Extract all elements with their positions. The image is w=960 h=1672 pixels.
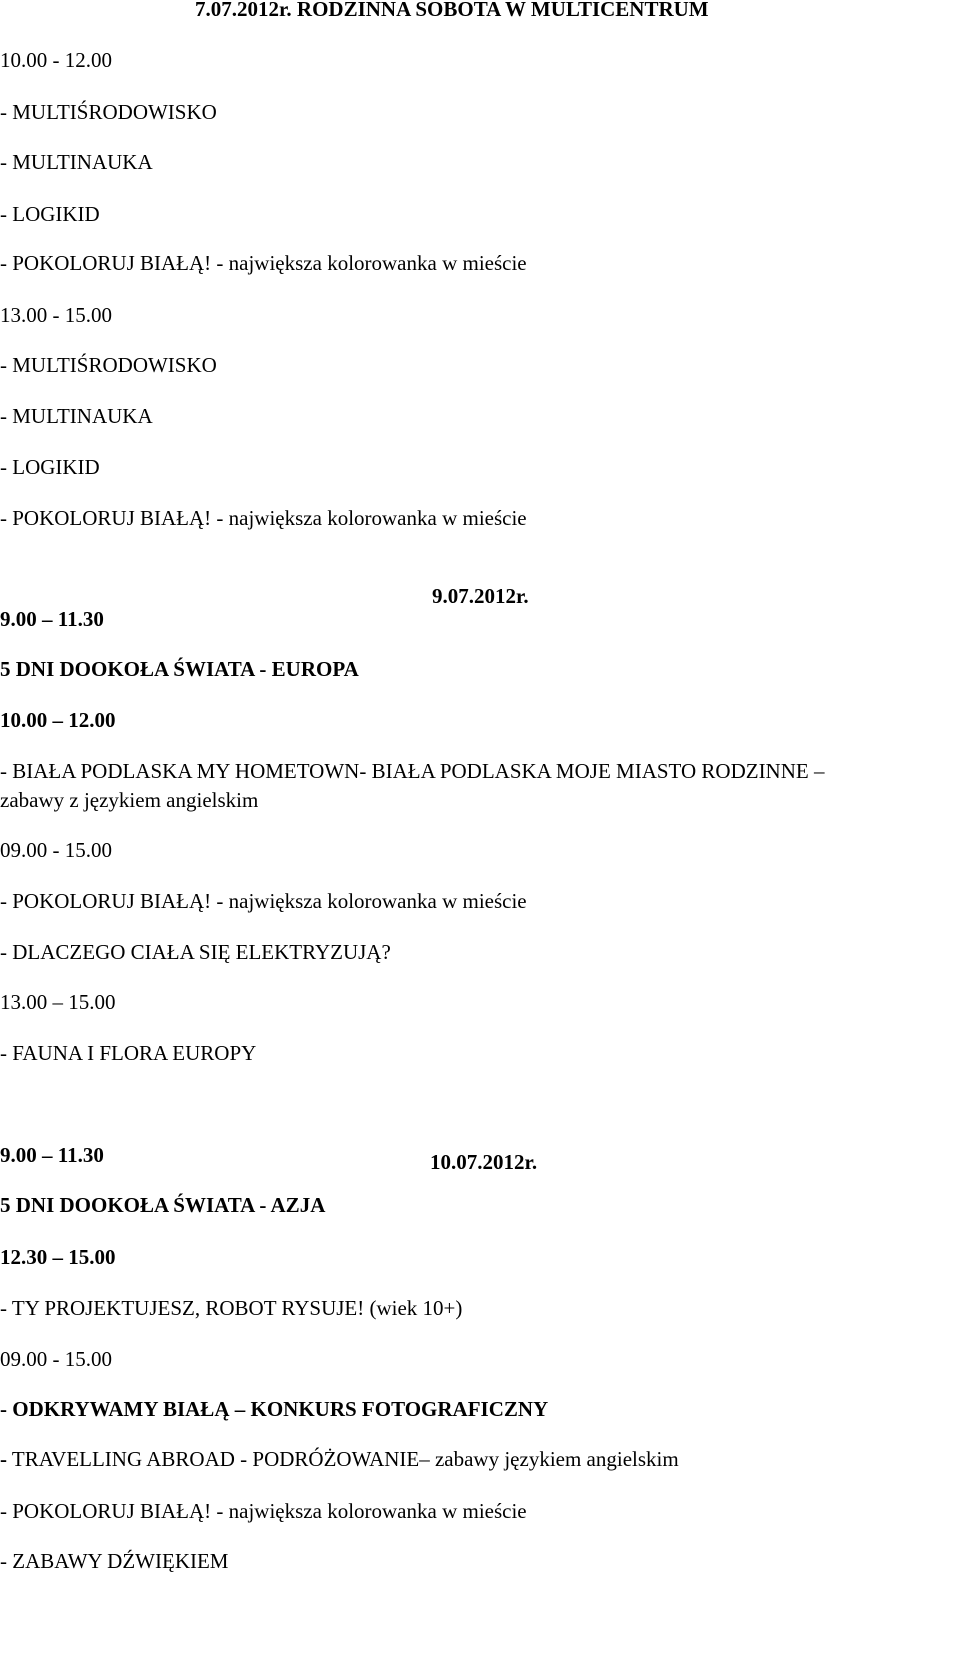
title-date: 7.07.2012r. <box>195 0 292 21</box>
list-item: - TY PROJEKTUJESZ, ROBOT RYSUJE! (wiek 10+) <box>0 1296 463 1320</box>
time-slot: 13.00 - 15.00 <box>0 303 112 327</box>
list-item: - MULTIŚRODOWISKO <box>0 100 217 124</box>
list-item: - ODKRYWAMY BIAŁĄ – KONKURS FOTOGRAFICZNY <box>0 1397 549 1421</box>
time-slot: 10.00 - 12.00 <box>0 48 112 72</box>
time-slot: 09.00 - 15.00 <box>0 838 112 862</box>
time-slot: 9.00 – 11.30 <box>0 1143 104 1167</box>
title-text: RODZINNA SOBOTA W MULTICENTRUM <box>296 0 709 21</box>
list-item: - FAUNA I FLORA EUROPY <box>0 1041 257 1065</box>
list-item <box>0 1447 679 1471</box>
list-item: - POKOLORUJ BIAŁĄ! - największa kolorowanka w mieście <box>0 1499 527 1523</box>
list-item: - MULTINAUKA <box>0 404 153 428</box>
section-title: 5 DNI DOOKOŁA ŚWIATA - AZJA <box>0 1193 326 1217</box>
list-item-text: TRAVELLING ABROAD - PODRÓŻOWANIE– zabawy językiem angielskim <box>7 1447 679 1471</box>
time-slot: 12.30 – 15.00 <box>0 1245 116 1269</box>
time-slot: 10.00 – 12.00 <box>0 708 116 732</box>
date-heading: 10.07.2012r. <box>430 1150 538 1174</box>
list-item: - ZABAWY DŹWIĘKIEM <box>0 1549 229 1573</box>
list-item: - BIAŁA PODLASKA MY HOMETOWN- BIAŁA PODLASKA MOJE MIASTO RODZINNE – <box>0 759 825 783</box>
time-slot: 09.00 - 15.00 <box>0 1347 112 1371</box>
time-slot: 9.00 – 11.30 <box>0 607 104 631</box>
list-item: - DLACZEGO CIAŁA SIĘ ELEKTRYZUJĄ? <box>0 940 391 964</box>
list-item: - POKOLORUJ BIAŁĄ! - największa kolorowanka w mieście <box>0 889 527 913</box>
list-item: - LOGIKID <box>0 202 100 226</box>
list-item: - POKOLORUJ BIAŁĄ! - największa kolorowanka w mieście <box>0 506 527 530</box>
date-heading: 9.07.2012r. <box>432 584 529 608</box>
list-item: - POKOLORUJ BIAŁĄ! - największa kolorowanka w mieście <box>0 251 527 275</box>
time-slot: 13.00 – 15.00 <box>0 990 116 1014</box>
list-item-continuation: zabawy z językiem angielskim <box>0 788 259 812</box>
list-dash: - <box>0 1447 7 1471</box>
list-item: - MULTINAUKA <box>0 150 153 174</box>
section-title: 5 DNI DOOKOŁA ŚWIATA - EUROPA <box>0 657 359 681</box>
list-item: - LOGIKID <box>0 455 100 479</box>
page-title <box>195 0 709 21</box>
list-item: - MULTIŚRODOWISKO <box>0 353 217 377</box>
